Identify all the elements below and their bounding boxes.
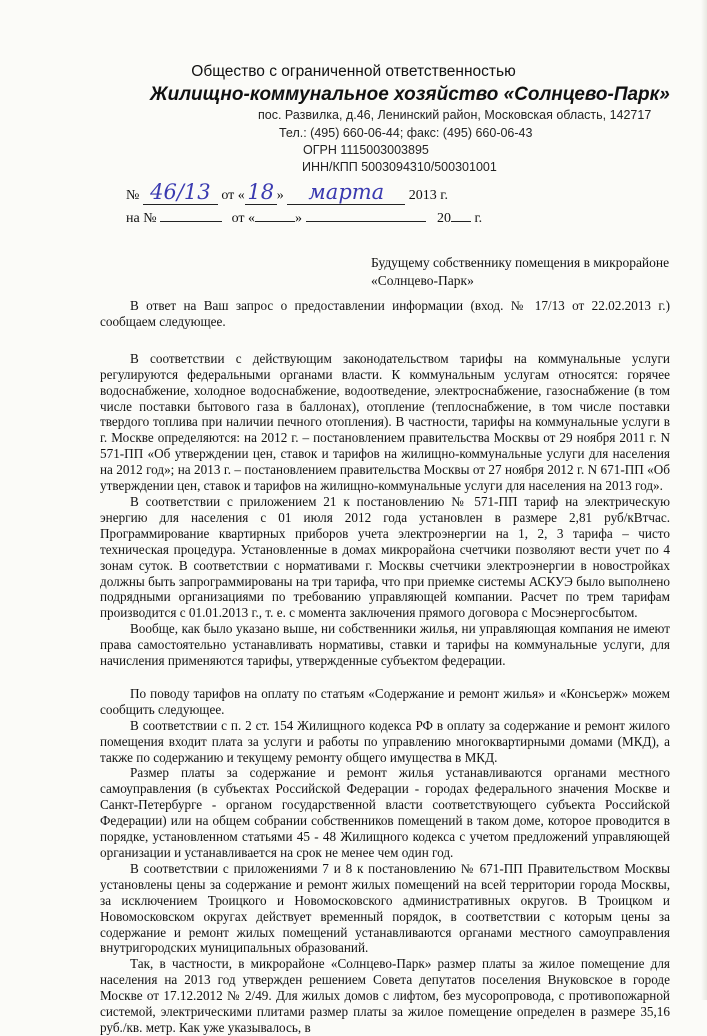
incoming-year-prefix: 20: [437, 211, 452, 226]
incoming-day-close: »: [295, 211, 303, 226]
paragraph-maintenance-intro: По поводу тарифов на оплату по статьям «Содержание и ремонт жилья» и «Консьерж» можем сообщить следующее.: [100, 685, 670, 717]
org-name: Жилищно-коммунальное хозяйство «Солнцево-Парк»: [150, 84, 670, 105]
paragraph-housing-code: В соответствии с п. 2 ст. 154 Жилищного кодекса РФ в оплату за содержание и ремонт жилого помещения входит плата за услуги и работы по управлению многоквартирными домами (МКД), а также по содержанию и текущему ремонту общего имущества в МКД.: [100, 717, 670, 765]
incoming-reference: [126, 211, 482, 227]
incoming-day: [255, 221, 295, 222]
addressee: [371, 254, 669, 290]
org-type: Общество с ограниченной ответственностью: [191, 63, 516, 80]
incoming-number: [160, 221, 222, 222]
org-address: пос. Развилка, д.46, Ленинский район, Московская область, 142717: [258, 108, 652, 122]
outgoing-day-close: »: [276, 188, 284, 203]
addressee-line1: Будущему собственнику помещения в микрорайоне: [371, 255, 670, 270]
paragraph-electricity-tariff: В соответствии с приложением 21 к постановлению № 571-ПП тариф на электрическую энергию для населения с 01 июля 2012 года установлен в размере 2,81 руб/кВтчас. Программирование квартирных приборов учета электроэнергии на 1, 2, 3 тарифа – чисто техническая процедура. Установленные в домах микрорайона счетчики позволяют вести учет по 4 зонам суток. В соответствии с нормативами г. Москвы счетчики электроэнергии в новостройках должны быть запрограммированы на три тарифа, что при приемке системы АСКУЭ было выполнено подрядными организациями по требованию управляющей компании. Расчет по трем тарифам производится с 01.01.2013 г., т. е. с момента заключения прямого договора с Мосэнергосбытом.: [100, 493, 670, 621]
paragraph-solntsevo-park-fee: Так, в частности, в микрорайоне «Солнцево-Парк» размер платы за жилое помещение для населения на 2013 год утвержден решением Совета депутатов поселения Внуковское в городе Москве от 17.12.2012 № 2/49. Для жилых домов с лифтом, без мусоропровода, с противопожарной системой, электрическими плитами размер платы за жилое помещение определен в размере 35,16 руб./кв. метр. Как уже указывалось, в: [100, 956, 670, 1035]
org-ogrn: ОГРН 1115003003895: [303, 143, 429, 157]
outgoing-year: 2013 г.: [408, 188, 448, 203]
outgoing-reference: [126, 180, 448, 205]
outgoing-month: марта: [308, 180, 385, 204]
paragraph-request-reference: В ответ на Ваш запрос о предоставлении информации (вход. № 17/13 от 22.02.2013 г.) сообщаем следующее.: [100, 298, 670, 329]
outgoing-no-label: №: [126, 188, 140, 203]
incoming-from-label: от «: [231, 211, 256, 226]
paragraph-tariffs-regulation: В соответствии с действующим законодательством тарифы на коммунальные услуги регулируются федеральными органами власти. К коммунальным услугам относятся: горячее водоснабжение, холодное водоснабжение, водоотведение, электроснабжение, газоснабжение (в том числе поставки бытового газа в баллонах), отопление (теплоснабжение, в том числе поставки твердого топлива при наличии печного отопления). В частности, тарифы на коммунальные услуги в г. Москве определяются: на 2012 г. – постановлением правительства Москвы от 29 ноября 2011 г. N 571-ПП «Об утверждении цен, ставок и тарифов на жилищно-коммунальные услуги для населения на 2012 год»; на 2013 г. – постановлением правительства Москвы от 27 ноября 2012 г. N 671-ПП «Об утверждении цен, ставок и тарифов на жилищно-коммунальные услуги для населения на 2013 год».: [100, 350, 670, 494]
outgoing-from-label: от «: [221, 188, 245, 203]
scan-edge-shadow: [701, 0, 707, 1000]
paragraph-moscow-prices: В соответствии с приложениями 7 и 8 к постановлению № 671-ПП Правительством Москвы установлены цены за содержание и ремонт жилых помещений на всей территории города Москвы, за исключением Троицкого и Новомосковского административных округов. В Троицком и Новомосковском округах действует временный порядок, в соответствии с которым цены за содержание и ремонт жилых помещений устанавливаются органами местного самоуправления внутригородских муниципальных образований.: [100, 860, 670, 956]
paragraph-tariffs-approval: Вообще, как было указано выше, ни собственники жилья, ни управляющая компания не имеют права самостоятельно устанавливать нормативы, ставки и тарифы на коммунальные услуги, для начисления применяются тарифы, утвержденные субъектом федерации.: [100, 621, 670, 669]
outgoing-number: 46/13: [150, 180, 211, 204]
incoming-month: [306, 221, 426, 222]
org-phones: Тел.: (495) 660-06-44; факс: (495) 660-06-43: [279, 126, 533, 140]
letter-body: [100, 298, 670, 1036]
org-inn: ИНН/КПП 5003094310/500301001: [302, 160, 497, 174]
addressee-line2: «Солнцево-Парк»: [371, 273, 474, 288]
paragraph-maintenance-fee: Размер платы за содержание и ремонт жилья устанавливаются органами местного самоуправления (в субъектах Российской Федерации - городах федерального значения Москве и Санкт-Петербурге - органом государственной власти соответствующего субъекта Российской Федерации) или на общем собрании собственников помещений в таком доме, которое проводится в порядке, установленном статьями 45 - 48 Жилищного кодекса с учетом предложений управляющей организации и устанавливается на срок не менее чем один год.: [100, 765, 670, 860]
incoming-label: на №: [126, 211, 157, 226]
outgoing-day: 18: [247, 180, 275, 204]
incoming-year-suffix: г.: [474, 211, 483, 226]
